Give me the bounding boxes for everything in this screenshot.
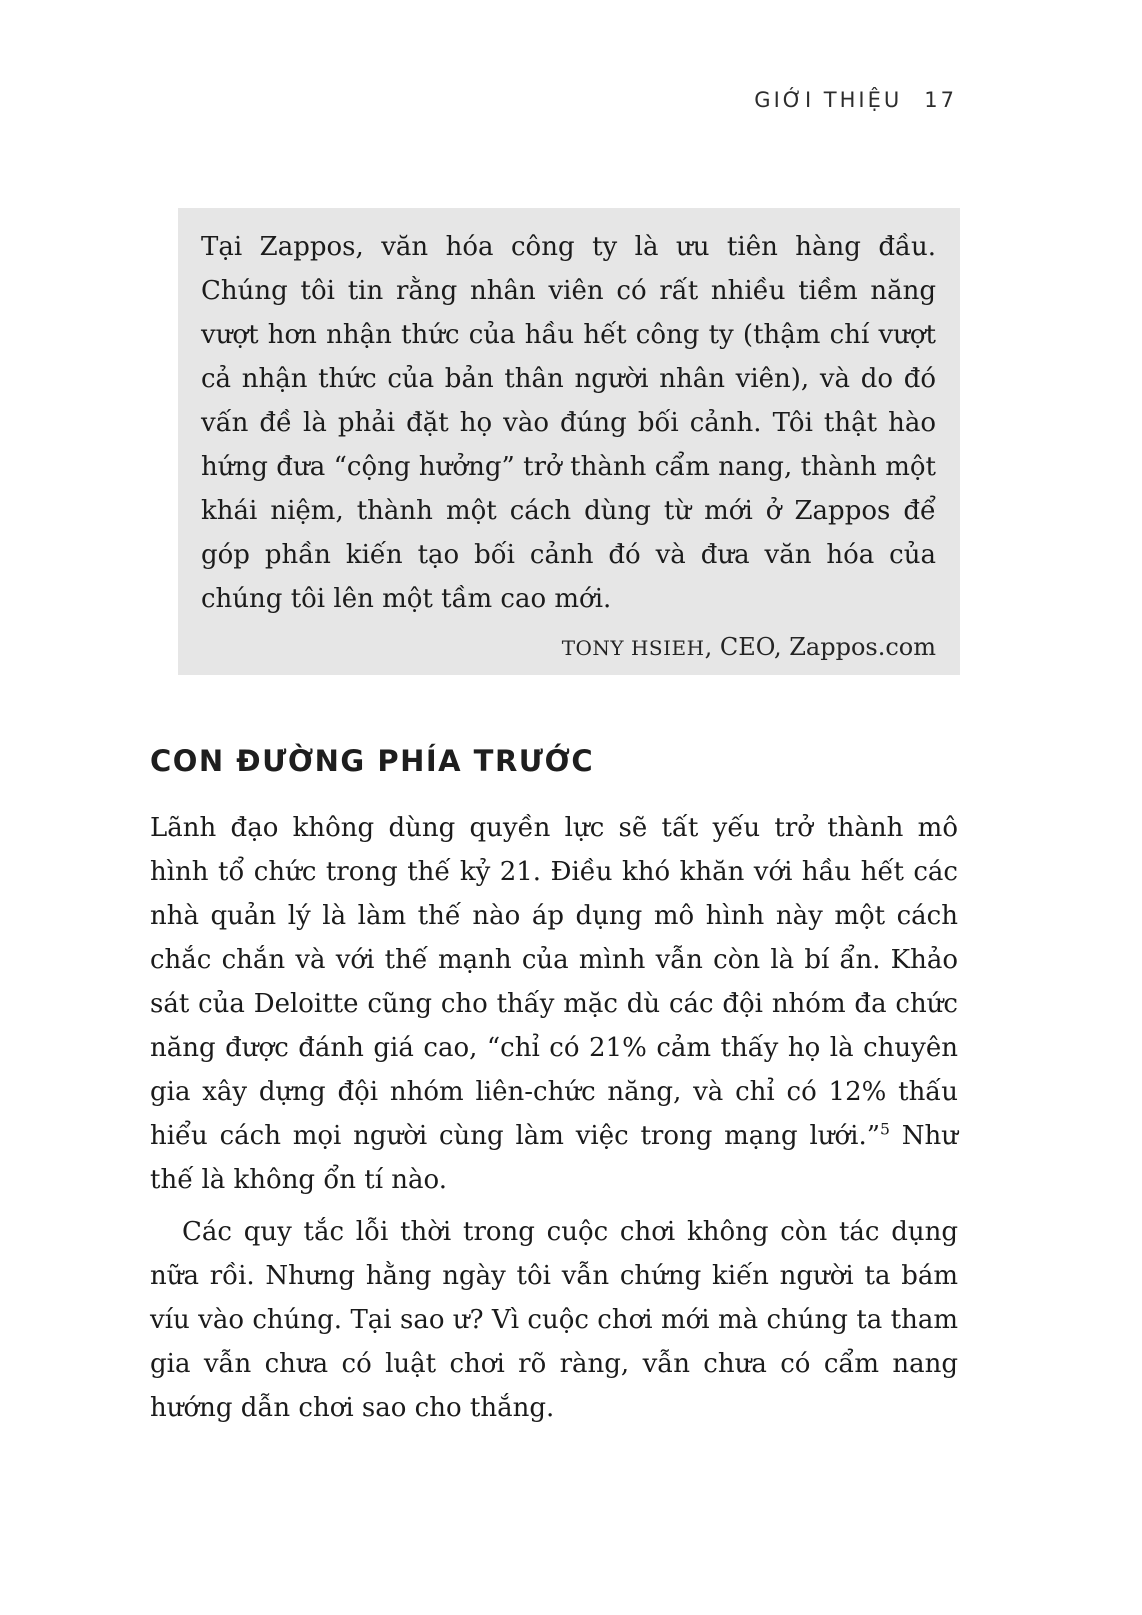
quote-attribution-role: , CEO, Zappos.com: [704, 633, 936, 661]
section-heading: CON ĐƯỜNG PHÍA TRƯỚC: [150, 744, 595, 778]
running-header: [754, 88, 957, 112]
paragraph-1: [150, 806, 958, 1202]
paragraph-1-tail: Như thế là không ổn tí nào.: [150, 1121, 958, 1195]
quote-attribution-name: TONY HSIEH: [561, 636, 705, 660]
quote-text: Tại Zappos, văn hóa công ty là ưu tiên hàng đầu. Chúng tôi tin rằng nhân viên có rất nhiều tiềm năng vượt hơn nhận thức của hầu hết công ty (thậm chí vượt cả nhận thức của bản thân người nhân viên), và do đó vấn đề là phải đặt họ vào đúng bối cảnh. Tôi thật hào hứng đưa “cộng hưởng” trở thành cẩm nang, thành một khái niệm, thành một cách dùng từ mới ở Zappos để góp phần kiến tạo bối cảnh đó và đưa văn hóa của chúng tôi lên một tầm cao mới.: [201, 232, 936, 614]
paragraph-2: Các quy tắc lỗi thời trong cuộc chơi không còn tác dụng nữa rồi. Nhưng hằng ngày tôi vẫn chứng kiến người ta bám víu vào chúng. Tại sao ư? Vì cuộc chơi mới mà chúng ta tham gia vẫn chưa có luật chơi rõ ràng, vẫn chưa có cẩm nang hướng dẫn chơi sao cho thắng.: [150, 1217, 958, 1423]
running-header-section-label: GIỚI THIỆU: [754, 88, 903, 112]
quote-attribution: [201, 632, 936, 663]
paragraph-1-text: Lãnh đạo không dùng quyền lực sẽ tất yếu trở thành mô hình tổ chức trong thế kỷ 21. Điều khó khăn với hầu hết các nhà quản lý là làm thế nào áp dụng mô hình này một cách chắc chắn và với thế mạnh của mình vẫn còn là bí ẩn. Khảo sát của Deloitte cũng cho thấy mặc dù các đội nhóm đa chức năng được đánh giá cao, “chỉ có 21% cảm thấy họ là chuyên gia xây dựng đội nhóm liên-chức năng, và chỉ có 12% thấu hiểu cách mọi người cùng làm việc trong mạng lưới.”: [150, 813, 958, 1151]
body-text: [150, 806, 958, 1430]
quote-box: [178, 208, 960, 675]
page-number: 17: [924, 88, 957, 112]
footnote-reference-5: 5: [880, 1120, 890, 1139]
